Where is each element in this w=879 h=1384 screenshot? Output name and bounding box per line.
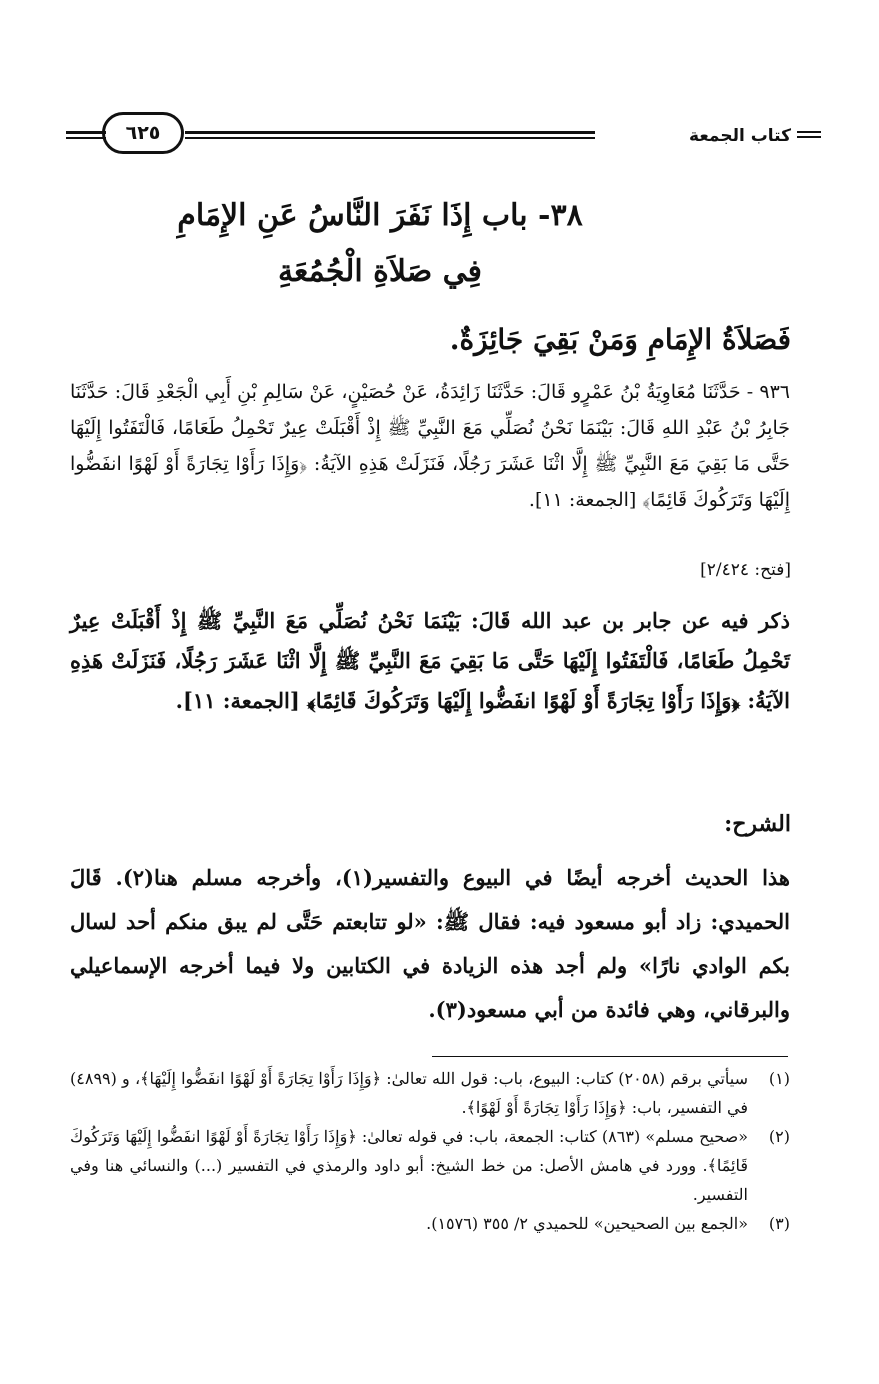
footnote-text: سيأتي برقم (٢٠٥٨) كتاب: البيوع، باب: قول الله تعالىٰ: ﴿وَإِذَا رَأَوْا تِجَارَةً أَوْ لَهْوًا انفَضُّوا إِلَيْهَا﴾، و (٤٨٩٩) في التفسير، باب: ﴿وَإِذَا رَأَوْا تِجَارَةً أَوْ لَهْوًا﴾. xyxy=(70,1069,749,1117)
chapter-subtitle: فَصَلاَةُ الإِمَامِ وَمَنْ بَقِيَ جَائِزَةٌ. xyxy=(449,323,791,356)
explanation-text: هذا الحديث أخرجه أيضًا في البيوع والتفسير(١)، وأخرجه مسلم هنا(٢). قَالَ الحميدي: زاد أبو مسعود فيه: فقال ﷺ: «لو تتابعتم حَتَّى لم يبق منكم أحد لسال بكم الوادي نارًا» ولم أجد هذه الزيادة في الكتابين ولا فيما أخرجه الإسماعيلي والبرقاني، وهي فائدة من أبي مسعود(٣). xyxy=(70,865,790,1022)
footnote-number: (٣) xyxy=(768,1214,790,1233)
footnote-item xyxy=(70,1064,790,1122)
fath-reference: [فتح: ٢/٤٢٤] xyxy=(700,560,791,580)
footnote-number: (١) xyxy=(768,1069,790,1088)
footnote-text: «الجمع بين الصحيحين» للحميدي ٢/ ٣٥٥ (١٥٧٦). xyxy=(426,1214,748,1233)
chapter-title-line-2: فِي صَلاَةِ الْجُمُعَةِ xyxy=(277,254,483,289)
footnote-number: (٢) xyxy=(768,1127,790,1146)
chapter-title-line-1: ٣٨- باب إِذَا نَفَرَ النَّاسُ عَنِ الإِمَامِ xyxy=(177,198,583,233)
header-dash-ornament xyxy=(797,131,821,139)
footnote-separator xyxy=(432,1056,788,1057)
header-rule-left xyxy=(66,131,106,141)
footnotes xyxy=(70,1064,790,1238)
footnote-item xyxy=(70,1209,790,1238)
page-number: ٦٢٥ xyxy=(125,122,161,144)
header-rule xyxy=(185,131,595,141)
page-number-badge xyxy=(102,112,184,154)
sharh-heading: الشرح: xyxy=(724,811,791,837)
commentary-text: ذكر فيه عن جابر بن عبد الله قَالَ: بَيْنَمَا نَحْنُ نُصَلِّي مَعَ النَّبِيِّ ﷺ إِذْ أَقْبَلَتْ عِيرٌ تَحْمِلُ طَعَامًا، فَالْتَفَتُوا إِلَيْهَا حَتَّى مَا بَقِيَ مَعَ النَّبِيِّ ﷺ إِلَّا اثْنَا عَشَرَ رَجُلًا، فَنَزَلَتْ هَذِهِ الآيَةُ: ﴿وَإِذَا رَأَوْا تِجَارَةً أَوْ لَهْوًا انفَضُّوا إِلَيْهَا وَتَرَكُوكَ قَائِمًا﴾ [الجمعة: ١١]. xyxy=(70,608,790,713)
footnote-text: «صحيح مسلم» (٨٦٣) كتاب: الجمعة، باب: في قوله تعالىٰ: ﴿وَإِذَا رَأَوْا تِجَارَةً أَوْ لَهْوًا انفَضُّوا إِلَيْهَا وَتَرَكُوكَ قَائِمًا﴾. وورد في هامش الأصل: من خط الشيخ: أبو داود والرمذي في التفسير (...) والنسائي هنا وفي التفسير. xyxy=(70,1127,748,1204)
hadith-text: ٩٣٦ - حَدَّثَنَا مُعَاوِيَةُ بْنُ عَمْرٍو قَالَ: حَدَّثَنَا زَائِدَةُ، عَنْ حُصَيْنٍ، عَنْ سَالِمِ بْنِ أَبِي الْجَعْدِ قَالَ: حَدَّثَنَا جَابِرُ بْنُ عَبْدِ اللهِ قَالَ: بَيْنَمَا نَحْنُ نُصَلِّي مَعَ النَّبِيِّ ﷺ إِذْ أَقْبَلَتْ عِيرٌ تَحْمِلُ طَعَامًا، فَالْتَفَتُوا إِلَيْهَا حَتَّى مَا بَقِيَ مَعَ النَّبِيِّ ﷺ إِلَّا اثْنَا عَشَرَ رَجُلًا، فَنَزَلَتْ هَذِهِ الآيَةُ: ﴿وَإِذَا رَأَوْا تِجَارَةً أَوْ لَهْوًا انفَضُّوا إِلَيْهَا وَتَرَكُوكَ قَائِمًا﴾ [الجمعة: ١١]. xyxy=(70,381,790,511)
footnote-item xyxy=(70,1122,790,1209)
running-header-title: كتاب الجمعة xyxy=(689,126,791,146)
